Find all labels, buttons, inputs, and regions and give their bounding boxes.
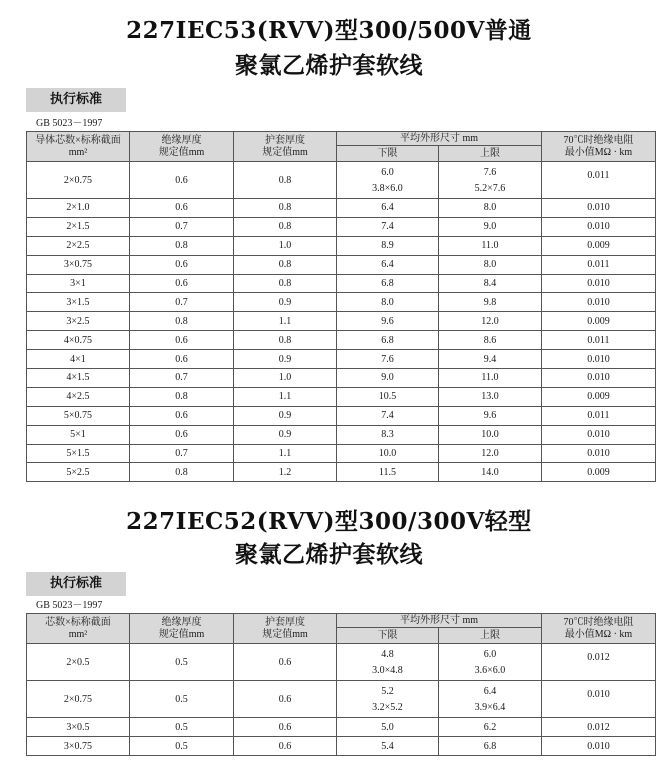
table-row bbox=[27, 387, 656, 406]
section1-standard-code: GB 5023－1997 bbox=[36, 118, 103, 129]
table-row bbox=[27, 293, 656, 312]
table-row bbox=[27, 312, 656, 331]
cell-upper-limit: 13.0 bbox=[439, 387, 542, 406]
cell-insulation-resistance: 0.012 bbox=[542, 718, 656, 737]
cell-lower-round: 5.2 bbox=[381, 686, 394, 697]
table-row bbox=[27, 274, 656, 293]
cell-upper-limit bbox=[439, 644, 542, 681]
cell-upper-limit: 8.0 bbox=[439, 199, 542, 218]
cell-conductor-spec: 3×0.75 bbox=[27, 737, 130, 756]
cell-insulation-thickness: 0.8 bbox=[130, 463, 234, 482]
cell-sheath-thickness: 0.8 bbox=[234, 331, 337, 350]
cell-conductor-spec: 3×2.5 bbox=[27, 312, 130, 331]
section2-title-line2: 聚氯乙烯护套软线 bbox=[235, 541, 423, 568]
cell-sheath-thickness: 0.6 bbox=[234, 681, 337, 718]
cell-insulation-thickness: 0.5 bbox=[130, 644, 234, 681]
cell-sheath-thickness: 0.9 bbox=[234, 425, 337, 444]
cell-lower-limit bbox=[337, 162, 439, 199]
cell-upper-flat: 5.2×7.6 bbox=[474, 183, 506, 194]
cell-insulation-resistance: 0.011 bbox=[542, 255, 656, 274]
section1-title-line1: 227IEC53(RVV)型300/500V普通 bbox=[126, 17, 532, 44]
cell-insulation-thickness: 0.6 bbox=[130, 425, 234, 444]
section2-standard-code: GB 5023－1997 bbox=[36, 600, 103, 611]
cell-upper-limit bbox=[439, 681, 542, 718]
cell-conductor-spec: 2×1.5 bbox=[27, 217, 130, 236]
cell-lower-limit: 10.0 bbox=[337, 444, 439, 463]
cell-conductor-spec: 2×0.5 bbox=[27, 644, 130, 681]
cell-sheath-thickness: 0.9 bbox=[234, 350, 337, 369]
cell-sheath-thickness: 0.9 bbox=[234, 293, 337, 312]
header-dimensions: 平均外形尺寸 mm bbox=[337, 132, 542, 146]
header-dimensions: 平均外形尺寸 mm bbox=[337, 614, 542, 628]
cell-sheath-thickness: 0.9 bbox=[234, 406, 337, 425]
header-resistance: 70℃时绝缘电阻 最小值MΩ · km bbox=[542, 614, 656, 644]
cell-lower-limit: 7.4 bbox=[337, 217, 439, 236]
cell-lower-limit: 5.0 bbox=[337, 718, 439, 737]
cell-insulation-resistance: 0.010 bbox=[542, 737, 656, 756]
cell-insulation-thickness: 0.6 bbox=[130, 162, 234, 199]
cell-lower-limit: 9.6 bbox=[337, 312, 439, 331]
cell-upper-limit: 9.0 bbox=[439, 217, 542, 236]
cell-insulation-thickness: 0.7 bbox=[130, 217, 234, 236]
cell-insulation-resistance: 0.011 bbox=[542, 162, 656, 199]
cell-upper-round: 7.6 bbox=[483, 167, 497, 178]
header-sheath: 护套厚度 规定值mm bbox=[234, 132, 337, 162]
cell-upper-limit: 11.0 bbox=[439, 369, 542, 388]
cell-insulation-thickness: 0.7 bbox=[130, 293, 234, 312]
cell-upper-round: 6.4 bbox=[483, 686, 497, 697]
header-upper-limit: 上限 bbox=[439, 146, 542, 162]
header-conductor: 芯数×标称截面 mm² bbox=[27, 614, 130, 644]
cell-upper-limit: 8.0 bbox=[439, 255, 542, 274]
cell-upper-limit: 6.8 bbox=[439, 737, 542, 756]
cell-insulation-resistance: 0.010 bbox=[542, 444, 656, 463]
table-row bbox=[27, 681, 656, 718]
cell-insulation-resistance: 0.011 bbox=[542, 406, 656, 425]
cell-sheath-thickness: 1.0 bbox=[234, 236, 337, 255]
cell-insulation-thickness: 0.8 bbox=[130, 387, 234, 406]
cell-conductor-spec: 5×1 bbox=[27, 425, 130, 444]
cell-conductor-spec: 5×1.5 bbox=[27, 444, 130, 463]
cell-insulation-resistance: 0.009 bbox=[542, 387, 656, 406]
cell-conductor-spec: 4×1.5 bbox=[27, 369, 130, 388]
cell-insulation-resistance: 0.010 bbox=[542, 681, 656, 718]
cell-upper-limit: 9.6 bbox=[439, 406, 542, 425]
cell-sheath-thickness: 0.8 bbox=[234, 199, 337, 218]
cell-insulation-thickness: 0.6 bbox=[130, 199, 234, 218]
cell-insulation-thickness: 0.5 bbox=[130, 681, 234, 718]
cell-insulation-thickness: 0.6 bbox=[130, 350, 234, 369]
header-resistance: 70℃时绝缘电阻 最小值MΩ · km bbox=[542, 132, 656, 162]
cell-conductor-spec: 2×0.75 bbox=[27, 681, 130, 718]
section2-spec-table bbox=[26, 613, 656, 756]
cell-sheath-thickness: 0.6 bbox=[234, 718, 337, 737]
table-row bbox=[27, 199, 656, 218]
cell-insulation-resistance: 0.010 bbox=[542, 425, 656, 444]
cell-insulation-thickness: 0.6 bbox=[130, 274, 234, 293]
cell-lower-limit: 5.4 bbox=[337, 737, 439, 756]
section2-title-line1: 227IEC52(RVV)型300/300V轻型 bbox=[126, 508, 532, 535]
cell-upper-limit bbox=[439, 162, 542, 199]
cell-sheath-thickness: 0.6 bbox=[234, 644, 337, 681]
cell-upper-limit: 6.2 bbox=[439, 718, 542, 737]
table-row bbox=[27, 737, 656, 756]
cell-lower-limit: 10.5 bbox=[337, 387, 439, 406]
table-row bbox=[27, 425, 656, 444]
cell-lower-limit: 8.9 bbox=[337, 236, 439, 255]
cell-upper-flat: 3.6×6.0 bbox=[474, 665, 506, 676]
cell-insulation-resistance: 0.012 bbox=[542, 644, 656, 681]
table-row bbox=[27, 644, 656, 681]
cell-insulation-thickness: 0.6 bbox=[130, 406, 234, 425]
cell-insulation-thickness: 0.5 bbox=[130, 718, 234, 737]
section1-standard-badge: 执行标准 bbox=[26, 88, 126, 112]
cell-sheath-thickness: 0.8 bbox=[234, 255, 337, 274]
cell-sheath-thickness: 0.6 bbox=[234, 737, 337, 756]
cell-sheath-thickness: 1.2 bbox=[234, 463, 337, 482]
cell-insulation-resistance: 0.010 bbox=[542, 293, 656, 312]
table-row bbox=[27, 718, 656, 737]
cell-insulation-resistance: 0.011 bbox=[542, 331, 656, 350]
cell-lower-limit bbox=[337, 644, 439, 681]
section1-title-line2: 聚氯乙烯护套软线 bbox=[235, 52, 423, 79]
cell-lower-flat: 3.0×4.8 bbox=[372, 665, 403, 676]
cell-insulation-thickness: 0.6 bbox=[130, 255, 234, 274]
cell-insulation-thickness: 0.8 bbox=[130, 236, 234, 255]
cell-lower-limit: 7.6 bbox=[337, 350, 439, 369]
cell-insulation-thickness: 0.5 bbox=[130, 737, 234, 756]
cell-lower-limit: 6.8 bbox=[337, 274, 439, 293]
cell-conductor-spec: 5×2.5 bbox=[27, 463, 130, 482]
cell-lower-limit: 6.4 bbox=[337, 199, 439, 218]
cell-lower-round: 6.0 bbox=[381, 167, 394, 178]
cell-upper-limit: 14.0 bbox=[439, 463, 542, 482]
cell-lower-flat: 3.8×6.0 bbox=[372, 183, 403, 194]
cell-lower-round: 4.8 bbox=[381, 649, 394, 660]
cell-lower-limit: 8.0 bbox=[337, 293, 439, 312]
table-row bbox=[27, 350, 656, 369]
cell-upper-round: 6.0 bbox=[483, 649, 497, 660]
cell-insulation-thickness: 0.7 bbox=[130, 444, 234, 463]
cell-insulation-resistance: 0.009 bbox=[542, 236, 656, 255]
cell-insulation-resistance: 0.010 bbox=[542, 217, 656, 236]
cell-upper-limit: 12.0 bbox=[439, 312, 542, 331]
cell-lower-limit: 6.4 bbox=[337, 255, 439, 274]
cell-insulation-thickness: 0.8 bbox=[130, 312, 234, 331]
cell-upper-flat: 3.9×6.4 bbox=[474, 702, 506, 713]
cell-conductor-spec: 4×1 bbox=[27, 350, 130, 369]
cell-conductor-spec: 2×0.75 bbox=[27, 162, 130, 199]
table-row bbox=[27, 162, 656, 199]
cell-sheath-thickness: 0.8 bbox=[234, 274, 337, 293]
cell-conductor-spec: 4×2.5 bbox=[27, 387, 130, 406]
cell-upper-limit: 9.4 bbox=[439, 350, 542, 369]
cell-conductor-spec: 3×1.5 bbox=[27, 293, 130, 312]
cell-lower-limit: 8.3 bbox=[337, 425, 439, 444]
cell-lower-limit: 6.8 bbox=[337, 331, 439, 350]
cell-sheath-thickness: 1.1 bbox=[234, 387, 337, 406]
cell-insulation-resistance: 0.010 bbox=[542, 369, 656, 388]
cell-lower-flat: 3.2×5.2 bbox=[372, 702, 403, 713]
header-insulation: 绝缘厚度 规定值mm bbox=[130, 614, 234, 644]
section1-spec-table bbox=[26, 131, 656, 482]
table-row bbox=[27, 255, 656, 274]
cell-lower-limit: 9.0 bbox=[337, 369, 439, 388]
table-row bbox=[27, 236, 656, 255]
cell-insulation-resistance: 0.010 bbox=[542, 199, 656, 218]
table-row bbox=[27, 463, 656, 482]
table-row bbox=[27, 369, 656, 388]
cell-upper-limit: 8.6 bbox=[439, 331, 542, 350]
table-row bbox=[27, 444, 656, 463]
header-upper-limit: 上限 bbox=[439, 628, 542, 644]
cell-upper-limit: 8.4 bbox=[439, 274, 542, 293]
cell-upper-limit: 11.0 bbox=[439, 236, 542, 255]
cell-sheath-thickness: 0.8 bbox=[234, 217, 337, 236]
section2-standard-badge: 执行标准 bbox=[26, 572, 126, 596]
cell-sheath-thickness: 1.0 bbox=[234, 369, 337, 388]
header-lower-limit: 下限 bbox=[337, 628, 439, 644]
cell-conductor-spec: 4×0.75 bbox=[27, 331, 130, 350]
cell-upper-limit: 9.8 bbox=[439, 293, 542, 312]
cell-conductor-spec: 5×0.75 bbox=[27, 406, 130, 425]
cell-sheath-thickness: 0.8 bbox=[234, 162, 337, 199]
cell-conductor-spec: 2×2.5 bbox=[27, 236, 130, 255]
cell-insulation-resistance: 0.009 bbox=[542, 463, 656, 482]
cell-conductor-spec: 2×1.0 bbox=[27, 199, 130, 218]
cell-upper-limit: 12.0 bbox=[439, 444, 542, 463]
cell-conductor-spec: 3×1 bbox=[27, 274, 130, 293]
header-sheath: 护套厚度 规定值mm bbox=[234, 614, 337, 644]
cell-lower-limit: 11.5 bbox=[337, 463, 439, 482]
table-row bbox=[27, 331, 656, 350]
cell-insulation-thickness: 0.6 bbox=[130, 331, 234, 350]
header-lower-limit: 下限 bbox=[337, 146, 439, 162]
header-conductor: 导体芯数×标称截面 mm² bbox=[27, 132, 130, 162]
cell-conductor-spec: 3×0.75 bbox=[27, 255, 130, 274]
header-insulation: 绝缘厚度 规定值mm bbox=[130, 132, 234, 162]
cell-sheath-thickness: 1.1 bbox=[234, 444, 337, 463]
cell-lower-limit bbox=[337, 681, 439, 718]
cell-insulation-resistance: 0.009 bbox=[542, 312, 656, 331]
table-row bbox=[27, 217, 656, 236]
cell-insulation-resistance: 0.010 bbox=[542, 350, 656, 369]
cell-insulation-thickness: 0.7 bbox=[130, 369, 234, 388]
table-row bbox=[27, 406, 656, 425]
cell-lower-limit: 7.4 bbox=[337, 406, 439, 425]
cell-insulation-resistance: 0.010 bbox=[542, 274, 656, 293]
cell-sheath-thickness: 1.1 bbox=[234, 312, 337, 331]
cell-conductor-spec: 3×0.5 bbox=[27, 718, 130, 737]
cell-upper-limit: 10.0 bbox=[439, 425, 542, 444]
